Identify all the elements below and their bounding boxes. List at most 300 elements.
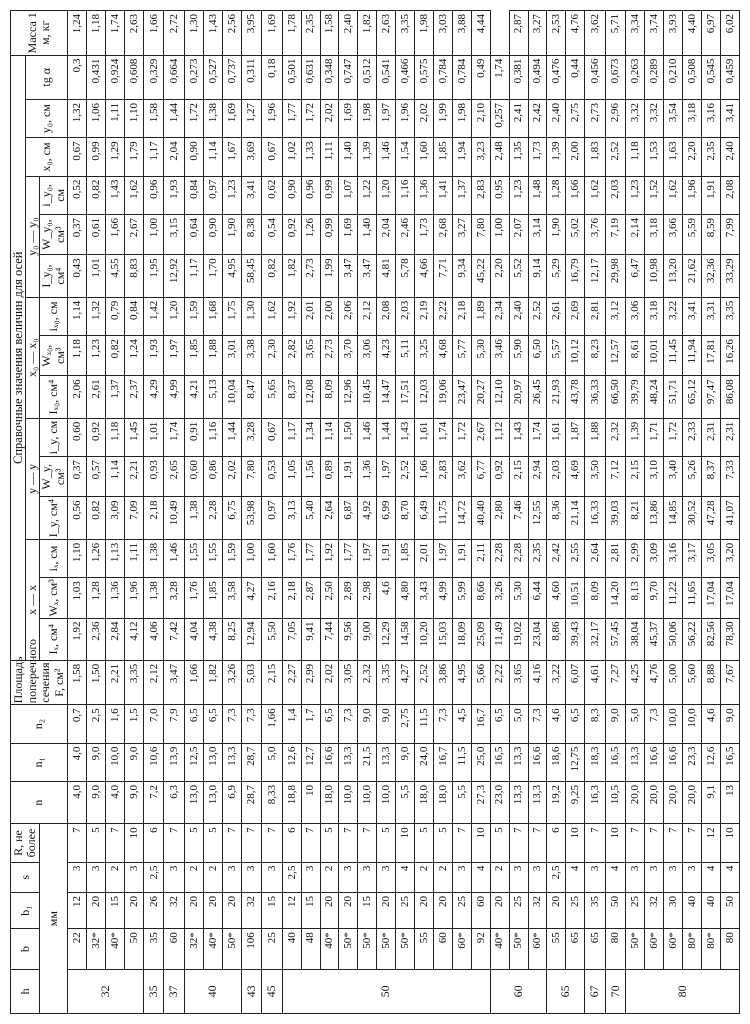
table-cell: 1,7: [301, 705, 320, 743]
table-cell: 7,33: [720, 457, 739, 497]
table-cell: 20: [125, 892, 144, 928]
table-cell: 6,02: [720, 11, 739, 56]
table-cell: 2,00: [566, 138, 585, 176]
table-cell: 1,20: [164, 297, 185, 335]
table-row: [143, 11, 164, 1014]
table-cell: 1,88: [203, 336, 222, 376]
table-cell: 12: [68, 892, 87, 928]
table-cell: 7,80: [471, 215, 490, 255]
table-cell: 15,03: [433, 618, 452, 660]
table-cell: 41,07: [720, 497, 739, 539]
table-cell: 38,04: [626, 618, 645, 660]
table-cell: 2,87: [509, 11, 528, 56]
table-cell: 5,40: [301, 497, 320, 539]
table-row: [645, 11, 664, 1014]
hdr-x0: x₀, см: [26, 138, 68, 176]
table-cell: 5: [490, 824, 509, 862]
table-cell: 1,62: [585, 176, 606, 214]
table-cell: 0,52: [68, 176, 87, 214]
table-cell: 1,62: [664, 176, 683, 214]
table-cell: 2,72: [164, 11, 185, 56]
table-cell: 5,71: [605, 11, 626, 56]
table-cell: 7: [339, 824, 358, 862]
table-cell: 7,12: [605, 457, 626, 497]
table-cell: 21,93: [547, 376, 566, 418]
table-cell: 2,18: [282, 578, 301, 618]
table-cell: 12,96: [339, 376, 358, 418]
table-cell: 4: [471, 862, 490, 892]
table-cell: 7: [106, 824, 125, 862]
row-h-value: 67: [585, 969, 606, 1013]
table-cell: 7: [682, 824, 701, 862]
table-cell: 12,03: [415, 376, 434, 418]
table-cell: 0,631: [301, 55, 320, 99]
table-cell: 14,20: [605, 578, 626, 618]
table-cell: 3,03: [433, 11, 452, 56]
table-cell: 5,66: [471, 660, 490, 704]
table-cell: 14,72: [452, 497, 471, 539]
table-cell: 86,08: [720, 376, 739, 418]
table-cell: 2,53: [547, 11, 566, 56]
table-cell: 7,2: [143, 781, 164, 823]
table-cell: 1,36: [415, 176, 434, 214]
table-cell: 6,5: [184, 705, 203, 743]
table-cell: 5: [415, 824, 434, 862]
table-cell: 1,55: [203, 539, 222, 577]
table-cell: 2,99: [626, 539, 645, 577]
table-cell: 1,33: [301, 138, 320, 176]
table-cell: 1,90: [222, 215, 241, 255]
table-cell: 3,15: [164, 215, 185, 255]
table-cell: 7: [626, 824, 645, 862]
table-cell: 0,459: [720, 55, 739, 99]
table-cell: 2,20: [682, 138, 701, 176]
table-cell: 6,77: [471, 457, 490, 497]
table-cell: 51,71: [664, 376, 683, 418]
table-cell: 18,0: [320, 781, 339, 823]
table-cell: 7,71: [433, 255, 452, 297]
table-cell: 0,60: [184, 457, 203, 497]
table-cell: 1,66: [106, 215, 125, 255]
table-cell: 1,22: [358, 176, 377, 214]
table-cell: 3,05: [339, 660, 358, 704]
table-cell: 2,80: [490, 497, 509, 539]
table-cell: 3,14: [528, 215, 547, 255]
table-cell: 17,81: [701, 336, 720, 376]
table-cell: 4,0: [68, 743, 87, 781]
table-cell: 3,46: [490, 336, 509, 376]
table-cell: 1,78: [282, 11, 301, 56]
table-cell: 3,17: [682, 539, 701, 577]
table-cell: 30,52: [682, 497, 701, 539]
table-cell: 2,67: [125, 215, 144, 255]
table-cell: 7: [358, 824, 377, 862]
table-cell: 0,456: [585, 55, 606, 99]
hdr-y0y0: y₀ — y₀: [26, 176, 40, 297]
table-cell: 0,476: [547, 55, 566, 99]
table-cell: 32*: [184, 929, 203, 969]
table-cell: 10,20: [415, 618, 434, 660]
table-row: [222, 11, 241, 1014]
table-cell: 9,0: [125, 781, 144, 823]
table-cell: 5: [203, 824, 222, 862]
table-cell: 1,93: [143, 336, 164, 376]
table-cell: 1,29: [106, 138, 125, 176]
table-cell: 1,91: [701, 176, 720, 214]
table-cell: 2,87: [301, 578, 320, 618]
table-cell: 4,99: [164, 376, 185, 418]
table-cell: 0,43: [68, 255, 87, 297]
table-cell: 2,30: [262, 336, 283, 376]
table-cell: 7: [262, 824, 283, 862]
table-cell: 60: [164, 929, 185, 969]
table-cell: 20,0: [626, 781, 645, 823]
table-cell: 1,76: [184, 578, 203, 618]
table-cell: 57,45: [605, 618, 626, 660]
table-cell: 43,78: [566, 376, 585, 418]
table-cell: 10: [301, 781, 320, 823]
table-cell: 1,99: [433, 100, 452, 138]
table-row: [301, 11, 320, 1014]
table-cell: 40*: [490, 929, 509, 969]
table-cell: 18,09: [452, 618, 471, 660]
table-cell: 2,40: [720, 138, 739, 176]
table-cell: 3,27: [452, 215, 471, 255]
table-cell: 10,45: [358, 376, 377, 418]
table-cell: 60: [433, 929, 452, 969]
table-cell: 1,00: [490, 215, 509, 255]
table-row: [320, 11, 339, 1014]
table-cell: 9,0: [87, 743, 106, 781]
table-cell: 1,37: [452, 176, 471, 214]
table-cell: 1,18: [626, 138, 645, 176]
table-cell: 3,25: [415, 336, 434, 376]
table-cell: 1,58: [320, 11, 339, 56]
table-cell: 1,58: [143, 100, 164, 138]
table-cell: 25: [262, 929, 283, 969]
table-cell: 3: [377, 862, 396, 892]
table-cell: 1,85: [433, 138, 452, 176]
table-cell: 3: [68, 862, 87, 892]
table-cell: 5,26: [682, 457, 701, 497]
table-cell: 2,40: [547, 100, 566, 138]
table-cell: 11,65: [682, 578, 701, 618]
table-cell: 9,0: [358, 705, 377, 743]
table-cell: 4,06: [143, 618, 164, 660]
table-cell: 32: [528, 892, 547, 928]
table-cell: 1,92: [68, 618, 87, 660]
table-cell: 60*: [645, 929, 664, 969]
table-cell: 1,76: [282, 539, 301, 577]
table-cell: 0,61: [87, 215, 106, 255]
table-cell: 0,348: [320, 55, 339, 99]
table-cell: 56,22: [682, 618, 701, 660]
table-cell: 1,71: [645, 418, 664, 456]
table-cell: 4,6: [377, 578, 396, 618]
table-cell: 10,01: [645, 336, 664, 376]
table-cell: 0,18: [262, 55, 283, 99]
table-cell: 1,99: [320, 255, 339, 297]
table-cell: 4,92: [358, 497, 377, 539]
table-cell: 3,18: [645, 215, 664, 255]
table-cell: 8,09: [320, 376, 339, 418]
table-cell: 6,87: [339, 497, 358, 539]
table-cell: 7,99: [720, 215, 739, 255]
table-cell: 2,83: [433, 457, 452, 497]
table-cell: 4,0: [106, 781, 125, 823]
table-cell: 5,5: [452, 781, 471, 823]
table-cell: 1,40: [339, 138, 358, 176]
table-cell: 3,23: [471, 138, 490, 176]
table-cell: 40*: [203, 929, 222, 969]
table-cell: 0,289: [645, 55, 664, 99]
table-cell: 3,50: [585, 457, 606, 497]
table-cell: 8,38: [241, 215, 262, 255]
table-cell: 1,96: [262, 100, 283, 138]
table-cell: 25,09: [471, 618, 490, 660]
table-cell: 8,36: [547, 497, 566, 539]
table-cell: 1,11: [106, 100, 125, 138]
table-cell: 10,0: [106, 743, 125, 781]
table-cell: 13,20: [664, 255, 683, 297]
table-cell: 7,3: [645, 705, 664, 743]
table-cell: 3,18: [645, 297, 664, 335]
table-cell: 3: [585, 862, 606, 892]
table-cell: 2,18: [452, 297, 471, 335]
table-cell: 3: [645, 862, 664, 892]
table-row: [87, 11, 106, 1014]
table-cell: 0,508: [682, 55, 701, 99]
table-cell: 0,97: [262, 497, 283, 539]
table-cell: 7: [509, 824, 528, 862]
table-cell: 7,27: [605, 660, 626, 704]
table-cell: 1,93: [164, 176, 185, 214]
table-cell: 2,98: [358, 578, 377, 618]
table-cell: 1,96: [396, 100, 415, 138]
table-cell: 2,06: [339, 297, 358, 335]
table-cell: 50*: [222, 929, 241, 969]
table-cell: 1,01: [87, 255, 106, 297]
table-cell: 1,46: [358, 418, 377, 456]
table-cell: 1,92: [320, 539, 339, 577]
table-cell: 1,01: [143, 418, 164, 456]
table-row: [262, 11, 283, 1014]
table-cell: 2: [320, 862, 339, 892]
table-cell: 11,75: [433, 497, 452, 539]
table-cell: 65,12: [682, 376, 701, 418]
table-cell: 1,4: [282, 705, 301, 743]
table-row: [358, 11, 377, 1014]
table-cell: 12,6: [282, 743, 301, 781]
table-cell: 3,62: [452, 457, 471, 497]
table-cell: 11,5: [415, 705, 434, 743]
table-row: [106, 11, 125, 1014]
table-cell: 1,66: [184, 660, 203, 704]
table-cell: 1,97: [377, 457, 396, 497]
table-cell: 8,21: [626, 497, 645, 539]
table-cell: 2,28: [509, 539, 528, 577]
table-cell: 2,03: [547, 457, 566, 497]
table-cell: 5,29: [547, 255, 566, 297]
table-cell: 65: [585, 929, 606, 969]
table-cell: 26,45: [528, 376, 547, 418]
table-cell: 3,26: [490, 578, 509, 618]
table-cell: 1,75: [222, 297, 241, 335]
table-cell: 1,69: [339, 100, 358, 138]
table-cell: 25: [509, 892, 528, 928]
table-cell: 4,6: [701, 705, 720, 743]
table-cell: 12,5: [184, 743, 203, 781]
table-cell: 1,06: [87, 100, 106, 138]
table-cell: 7,3: [339, 705, 358, 743]
table-cell: 80: [720, 929, 739, 969]
table-cell: 32,36: [701, 255, 720, 297]
table-cell: 2,01: [415, 539, 434, 577]
table-cell: 97,47: [701, 376, 720, 418]
table-cell: 2,35: [301, 11, 320, 56]
table-cell: 0,67: [262, 138, 283, 176]
table-cell: 1,05: [282, 457, 301, 497]
table-cell: 11,22: [664, 578, 683, 618]
table-cell: 9,1: [701, 781, 720, 823]
table-cell: 1,16: [396, 176, 415, 214]
table-cell: 2,50: [320, 578, 339, 618]
table-cell: 1,43: [509, 418, 528, 456]
table-cell: 1,23: [626, 176, 645, 214]
table-row: [547, 11, 566, 1014]
table-cell: 1,74: [106, 11, 125, 56]
table-cell: 0,541: [377, 55, 396, 99]
table-cell: 1,98: [415, 11, 434, 56]
table-cell: 4,25: [626, 660, 645, 704]
table-cell: 1,82: [358, 11, 377, 56]
table-cell: 2,34: [490, 297, 509, 335]
table-cell: 50*: [358, 929, 377, 969]
table-cell: 1,53: [645, 138, 664, 176]
table-cell: 2,89: [339, 578, 358, 618]
table-cell: 10,6: [143, 743, 164, 781]
table-cell: 5,99: [452, 578, 471, 618]
table-cell: 6,5: [566, 705, 585, 743]
table-cell: 2,32: [358, 660, 377, 704]
table-cell: 2,08: [720, 176, 739, 214]
table-cell: 3: [509, 862, 528, 892]
table-cell: 10: [471, 824, 490, 862]
table-cell: 1,00: [143, 215, 164, 255]
hdr-Wy0: W_y₀, см³: [40, 215, 68, 255]
table-cell: 1,03: [68, 578, 87, 618]
table-cell: 6,9: [222, 781, 241, 823]
table-cell: 20: [184, 892, 203, 928]
table-cell: 2,75: [396, 705, 415, 743]
table-cell: 1,69: [222, 100, 241, 138]
table-cell: 20,27: [471, 376, 490, 418]
table-cell: 3,65: [301, 336, 320, 376]
table-cell: 0,512: [358, 55, 377, 99]
table-cell: 3,41: [682, 297, 701, 335]
table-row: [701, 11, 720, 1014]
table-cell: 2,52: [605, 138, 626, 176]
table-cell: 5,0: [262, 743, 283, 781]
table-cell: 3,40: [664, 457, 683, 497]
table-cell: 7: [301, 824, 320, 862]
table-cell: 3,95: [241, 11, 262, 56]
table-cell: 0,91: [184, 418, 203, 456]
table-cell: 0,54: [262, 215, 283, 255]
table-cell: 26: [143, 892, 164, 928]
table-cell: 10,0: [377, 781, 396, 823]
table-cell: 16,6: [664, 743, 683, 781]
table-cell: 1,70: [203, 255, 222, 297]
table-cell: 13,3: [222, 743, 241, 781]
table-cell: 13,3: [528, 781, 547, 823]
table-cell: 5: [87, 824, 106, 862]
hdr-Iy0: I_y₀, см⁴: [40, 255, 68, 297]
table-cell: 0,466: [396, 55, 415, 99]
table-row: [471, 11, 490, 1014]
table-cell: 1,60: [415, 138, 434, 176]
table-cell: 7,3: [241, 705, 262, 743]
table-cell: 2,5: [87, 705, 106, 743]
table-cell: 1,82: [282, 255, 301, 297]
table-cell: 40*: [106, 929, 125, 969]
table-cell: 1,42: [143, 297, 164, 335]
table-cell: 20: [339, 892, 358, 928]
table-cell: 0,545: [701, 55, 720, 99]
table-cell: 20: [87, 892, 106, 928]
table-cell: 16,6: [320, 743, 339, 781]
table-cell: 9,0: [605, 705, 626, 743]
table-cell: 2: [415, 862, 434, 892]
table-cell: 39,03: [605, 497, 626, 539]
table-cell: 2,04: [377, 215, 396, 255]
table-cell: 2,02: [320, 660, 339, 704]
table-cell: 3,86: [433, 660, 452, 704]
table-cell: 1,02: [282, 138, 301, 176]
table-cell: 5,77: [452, 336, 471, 376]
table-cell: 20: [490, 892, 509, 928]
table-cell: 58,45: [241, 255, 262, 297]
table-row: [720, 11, 739, 1014]
hdr-b1: b₁: [11, 892, 40, 928]
table-cell: 3,35: [720, 297, 739, 335]
table-cell: 12: [701, 824, 720, 862]
table-cell: 3,43: [415, 578, 434, 618]
table-cell: 16,26: [720, 336, 739, 376]
table-cell: 12,92: [164, 255, 185, 297]
table-cell: 1,97: [377, 100, 396, 138]
row-h-value: 60: [490, 969, 547, 1013]
table-cell: 13,9: [164, 743, 185, 781]
row-h-value: 37: [164, 969, 185, 1013]
table-cell: 5,57: [547, 336, 566, 376]
table-cell: 18,3: [585, 743, 606, 781]
table-row: [377, 11, 396, 1014]
table-cell: 2,69: [566, 297, 585, 335]
table-cell: 6,99: [377, 497, 396, 539]
table-cell: 5,60: [682, 660, 701, 704]
table-cell: 12,75: [566, 743, 585, 781]
table-cell: 0,527: [203, 55, 222, 99]
table-cell: 3,32: [645, 100, 664, 138]
table-cell: 10: [125, 824, 144, 862]
table-cell: 1,17: [184, 255, 203, 297]
hdr-Wx0: Wₓ₀, см³: [40, 336, 68, 376]
table-cell: 9,56: [339, 618, 358, 660]
table-cell: 1,94: [452, 138, 471, 176]
table-cell: 3,58: [222, 578, 241, 618]
table-cell: 6,75: [222, 497, 241, 539]
